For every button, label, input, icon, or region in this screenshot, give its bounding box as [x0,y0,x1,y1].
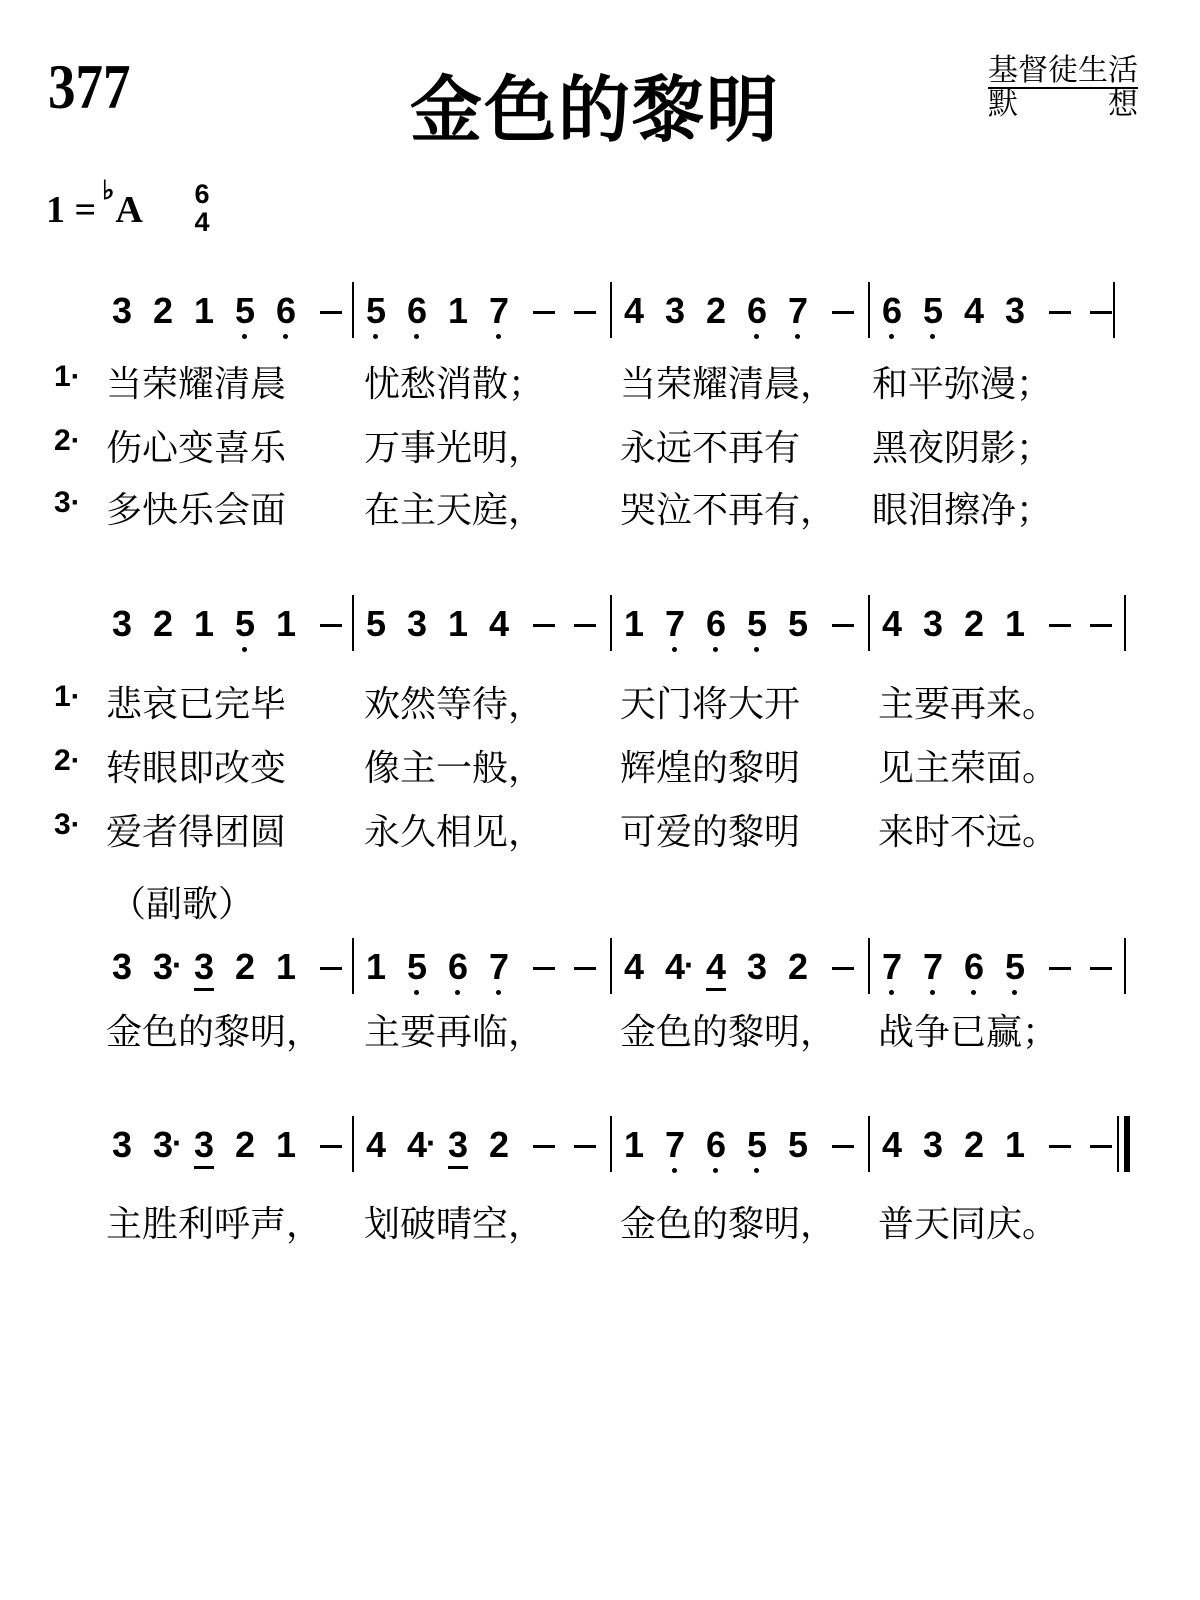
measure [366,1124,612,1180]
barline [1124,938,1126,994]
barline [868,282,870,338]
note: 1 [448,290,469,331]
barline [610,595,612,651]
lyric-phrase: 万事光明， [364,428,545,469]
note: 3 [112,290,133,331]
note: 3 [923,1124,944,1165]
measure [366,946,612,1002]
time-signature-bottom: 4 [194,207,210,237]
note: 2 [153,290,174,331]
lyric-phrase: 转眼即改变 [106,748,287,789]
note: 1 [194,603,215,644]
notation-system-1 [112,290,1162,350]
note: 3 [747,946,768,987]
note: 4 [624,946,645,987]
note: 5 [788,603,809,644]
note: 2 [964,603,985,644]
lyric-phrase: 金色的黎明， [106,1012,323,1053]
barline [868,595,870,651]
barline [352,1116,354,1172]
note: 6 [276,290,317,346]
hold-dash [829,603,870,645]
key-note: A [115,189,143,231]
verse-number: 2· [54,424,81,457]
note: 3 [923,603,944,644]
lyric-phrase: 见主荣面。 [878,748,1059,789]
lyric-phrase: 当荣耀清晨， [620,364,837,405]
note: 2 [964,1124,985,1165]
lyric-phrase: 主胜利呼声， [106,1204,323,1245]
hold-dash [571,603,612,645]
hold-dash [1087,946,1128,988]
notation-system-2 [112,603,1162,663]
lyric-phrase: 普天同庆。 [878,1204,1059,1245]
barline [868,1116,870,1172]
note: 4 · [407,1124,448,1180]
lyric-phrase: 多快乐会面 [106,490,287,531]
note: 1 [276,946,297,987]
note: 4 [624,290,645,331]
note: 6 [448,946,489,1002]
flat-icon: ♭ [102,176,115,205]
note: 3 [448,1124,489,1180]
note: 3 [194,946,235,1002]
note: 1 [276,603,297,644]
hold-dash [1046,603,1087,645]
verse-line [54,676,1154,726]
measure [624,603,870,659]
barline [610,282,612,338]
note: 3 [194,1124,235,1180]
note: 3 [407,603,428,644]
verse-number: 3· [54,486,81,519]
note: 7 [923,946,964,1002]
author-second-char: 想 [1108,87,1138,122]
author-first-char: 默 [988,87,1018,122]
verse-line [54,420,1154,470]
barline [1113,282,1115,338]
lyric-phrase: 划破晴空， [364,1204,545,1245]
note: 2 [706,290,727,331]
measure [112,603,358,659]
lyric-phrase: 悲哀已完毕 [106,684,287,725]
note: 6 [407,290,448,346]
verse-line [54,482,1154,532]
hold-dash [571,290,612,332]
note: 2 [235,1124,256,1165]
note: 7 [489,290,530,346]
chorus-line [54,1196,1154,1246]
note: 4 [882,603,903,644]
verse-line [54,740,1154,790]
lyric-phrase: 永远不再有 [620,428,801,469]
barline [352,282,354,338]
hold-dash [1046,290,1087,332]
note: 3 [665,290,686,331]
note: 7 [665,1124,706,1180]
note: 3 [112,603,133,644]
measure [882,603,1128,659]
measure [366,603,612,659]
hold-dash [571,946,612,988]
note: 1 [366,946,387,987]
note: 6 [706,1124,747,1180]
notation-system-3 [112,946,1162,1006]
hold-dash [530,1124,571,1166]
lyric-phrase: 金色的黎明， [620,1204,837,1245]
lyric-phrase: 伤心变喜乐 [106,428,287,469]
note: 5 [923,290,964,346]
verse-number: 2· [54,744,81,777]
lyric-phrase: 在主天庭， [364,490,545,531]
barline [352,595,354,651]
note: 6 [882,290,923,346]
note: 6 [706,603,747,659]
note: 5 [366,290,407,346]
hold-dash [1046,1124,1087,1166]
notation-system-4 [112,1124,1162,1184]
time-signature [190,180,214,236]
lyric-phrase: 天门将大开 [620,684,801,725]
lyric-phrase: 像主一般， [364,748,545,789]
note: 5 [1005,946,1046,1002]
lyric-phrase: 当荣耀清晨 [106,364,287,405]
lyric-phrase: 黑夜阴影； [872,428,1053,469]
author-label [988,89,1138,121]
note: 7 [882,946,923,1002]
lyric-phrase: 可爱的黎明 [620,812,801,853]
note: 5 [235,603,276,659]
verse-line [54,356,1154,406]
lyric-phrase: 永久相见， [364,812,545,853]
note: 4 · [665,946,706,1002]
verse-number: 1· [54,360,81,393]
note: 3 [1005,290,1026,331]
note: 6 [747,290,788,346]
lyric-phrase: 金色的黎明， [620,1012,837,1053]
hold-dash [1087,603,1128,645]
lyric-phrase: 辉煌的黎明 [620,748,801,789]
hold-dash [530,290,571,332]
note: 1 [194,290,215,331]
measure [366,290,612,346]
note: 2 [153,603,174,644]
note: 5 [747,603,788,659]
note: 5 [788,1124,809,1165]
note: 2 [489,1124,510,1165]
measure [882,946,1128,1002]
hold-dash [1087,290,1128,332]
lyric-phrase: 爱者得团圆 [106,812,287,853]
lyric-phrase: 和平弥漫； [872,364,1053,405]
note: 2 [788,946,809,987]
measure [882,1124,1128,1180]
measure [882,290,1128,346]
hymn-title: 金色的黎明 [410,68,781,152]
key-signature [46,176,143,232]
measure [112,290,358,346]
note: 3 [112,1124,133,1165]
key-prefix: 1 = [46,189,97,231]
note: 5 [407,946,448,1002]
note: 7 [489,946,530,1002]
hymn-number: 377 [48,51,131,122]
note: 1 [448,603,469,644]
note: 1 [276,1124,297,1165]
note: 5 [366,603,387,644]
measure [624,1124,870,1180]
lyric-phrase: 来时不远。 [878,812,1059,853]
note: 1 [1005,603,1026,644]
measure [112,946,358,1002]
note: 3 · [153,946,194,1002]
lyric-phrase: 主要再临， [364,1012,545,1053]
measure [624,290,870,346]
note: 3 · [153,1124,194,1180]
note: 4 [964,290,985,331]
hold-dash [571,1124,612,1166]
lyric-phrase: 哭泣不再有， [620,490,837,531]
barline [610,1116,612,1172]
note: 2 [235,946,256,987]
lyric-phrase: 欢然等待， [364,684,545,725]
note: 4 [882,1124,903,1165]
note: 7 [665,603,706,659]
note: 4 [706,946,747,1002]
hold-dash [829,1124,870,1166]
lyric-phrase: 战争已赢； [878,1012,1059,1053]
note: 5 [747,1124,788,1180]
hold-dash [1046,946,1087,988]
measure [624,946,870,1002]
lyric-phrase: 主要再来。 [878,684,1059,725]
note: 5 [235,290,276,346]
note: 7 [788,290,829,346]
verse-number: 3· [54,808,81,841]
hold-dash [829,946,870,988]
final-barline [1117,1116,1130,1172]
credits [988,55,1138,121]
note: 1 [1005,1124,1026,1165]
barline [868,938,870,994]
note: 3 [112,946,133,987]
note: 4 [489,603,510,644]
hold-dash [530,603,571,645]
chorus-label: （副歌） [110,884,255,925]
hold-dash [530,946,571,988]
note: 6 [964,946,1005,1002]
barline [610,938,612,994]
barline [1124,595,1126,651]
lyric-phrase: 忧愁消散； [364,364,545,405]
barline [352,938,354,994]
note: 1 [624,1124,645,1165]
note: 4 [366,1124,387,1165]
chorus-line [54,1004,1154,1054]
time-signature-top: 6 [194,179,210,209]
source-label: 基督徒生活 [988,53,1138,88]
hold-dash [829,290,870,332]
verse-number: 1· [54,680,81,713]
verse-line [54,804,1154,854]
lyric-phrase: 眼泪擦净； [872,490,1053,531]
measure [112,1124,358,1180]
note: 1 [624,603,645,644]
